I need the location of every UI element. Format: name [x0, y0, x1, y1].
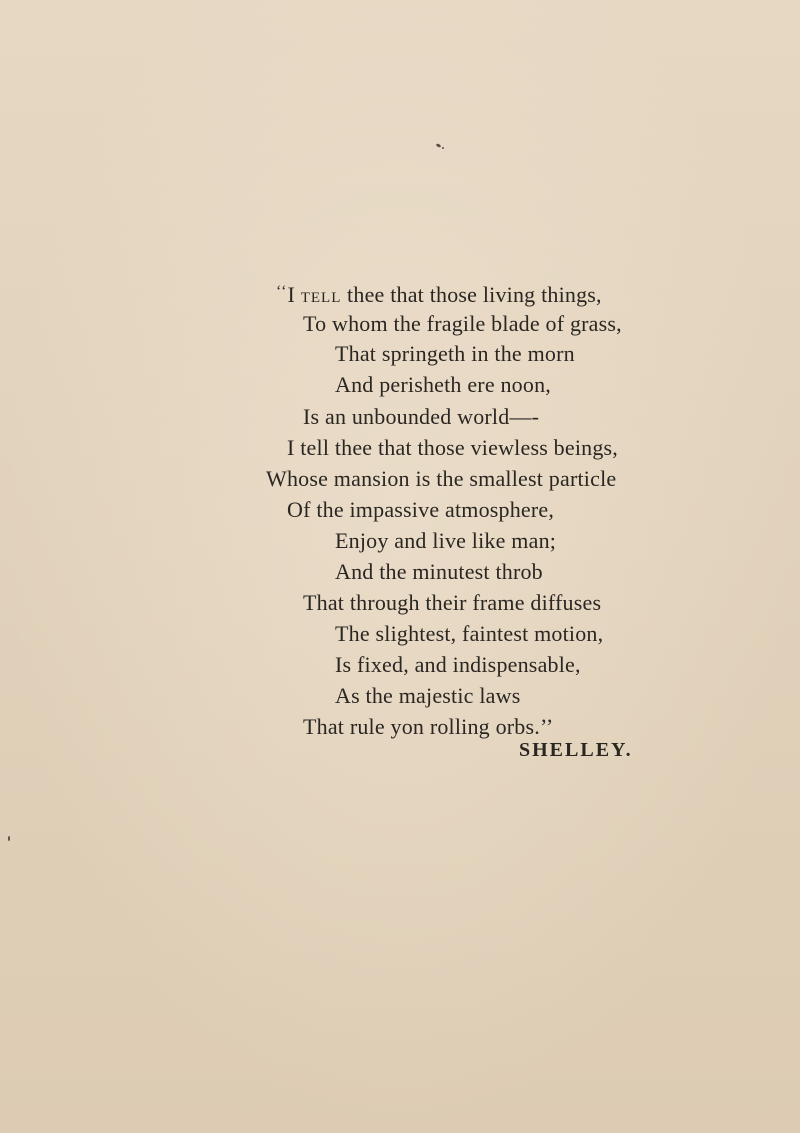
paper-speck [442, 147, 444, 149]
poem-line-9: Enjoy and live like man; [335, 528, 557, 553]
poem-line-14: As the majestic laws [335, 683, 521, 708]
first-initial: I [287, 282, 295, 307]
poem-line-12: The slightest, faintest motion, [335, 621, 604, 646]
poem-line-2: To whom the fragile blade of grass, [303, 311, 622, 336]
poem-line-7: Whose mansion is the smallest particle [266, 466, 617, 491]
poem-line-10: And the minutest throb [335, 559, 543, 584]
poem-line-1 [276, 278, 602, 309]
poem-line-13: Is fixed, and indispensable, [335, 652, 581, 677]
first-line-rest: thee that those living things, [341, 282, 602, 307]
poem-attribution: SHELLEY. [519, 739, 633, 761]
poem-line-6: I tell thee that those viewless beings, [287, 435, 619, 460]
poem-line-4: And perisheth ere noon, [335, 372, 551, 397]
poem-line-15: That rule yon rolling orbs.’’ [303, 714, 554, 739]
poem-line-8: Of the impassive atmosphere, [287, 497, 555, 522]
paper-speck [436, 143, 442, 148]
poem-line-3: That springeth in the morn [335, 341, 575, 366]
opening-quote: ‘‘ [276, 283, 288, 300]
first-word-small-caps: tell [300, 282, 342, 307]
paper-speck [8, 836, 10, 841]
poem-line-5: Is an unbounded world—- [303, 404, 540, 429]
poem-line-11: That through their frame diffuses [303, 590, 602, 615]
